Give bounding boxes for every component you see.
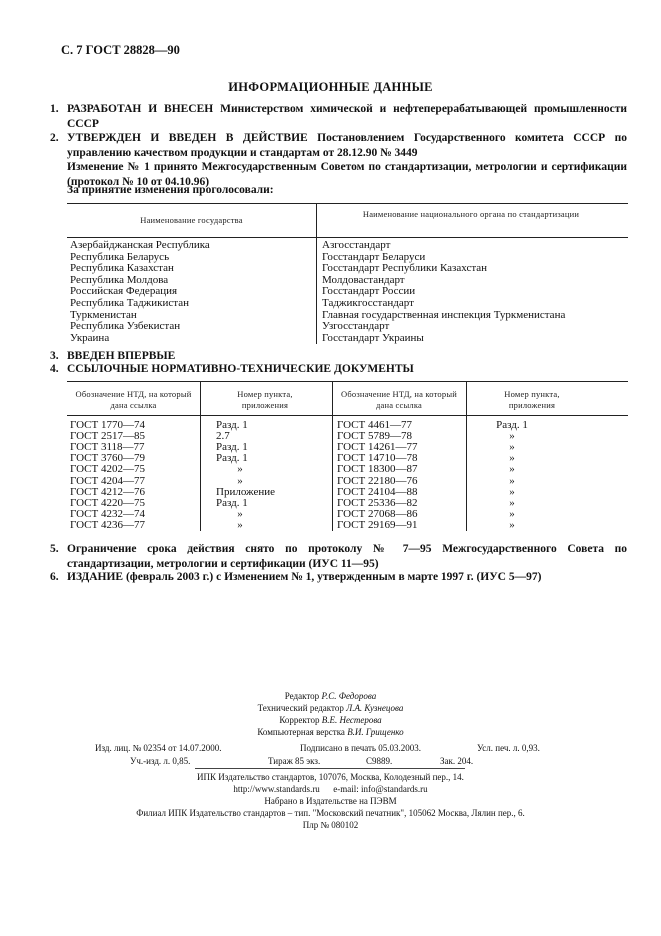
ref-doc-right: ГОСТ 22180—76: [337, 474, 418, 487]
state-name: Республика Таджикистан: [70, 297, 189, 309]
item-6: 6. ИЗДАНИЕ (февраль 2003 г.) с Изменением № 1, утвержденным в марте 1997 г. (ИУС 5—97): [50, 571, 542, 583]
state-name: Азербайджанская Республика: [70, 239, 210, 251]
ref-point-left: Разд. 1: [216, 452, 248, 465]
copies: Тираж 85 экз.: [268, 756, 321, 766]
standards-body: Азгосстандарт: [322, 239, 391, 251]
ref-doc-right: ГОСТ 25336—82: [337, 496, 418, 509]
ref-doc-left: ГОСТ 3118—77: [70, 441, 145, 454]
state-name: Украина: [70, 331, 110, 344]
order-no: Зак. 204.: [440, 756, 474, 766]
state-name: Республика Молдова: [70, 273, 169, 286]
state-name: Республика Казахстан: [70, 262, 174, 275]
item-1-text: РАЗРАБОТАН И ВНЕСЕН Министерством химической и нефтеперерабатывающей промышленности СССР: [67, 103, 627, 130]
ref-point-left: Разд. 1: [216, 496, 248, 509]
ref-point-left: »: [237, 463, 243, 476]
states-table-divider: [316, 203, 317, 344]
item-4: 4. ССЫЛОЧНЫЕ НОРМАТИВНО-ТЕХНИЧЕСКИЕ ДОКУМЕНТЫ: [50, 363, 414, 375]
ref-doc-left: ГОСТ 4220—75: [70, 496, 145, 509]
ref-point-left: Разд. 1: [216, 419, 248, 431]
ref-doc-right: ГОСТ 18300—87: [337, 463, 418, 476]
ref-point-left: 2.7: [216, 430, 230, 443]
refs-table-header-rule: [67, 415, 628, 416]
ref-doc-left: ГОСТ 4202—75: [70, 463, 145, 476]
item-1: 1. РАЗРАБОТАН И ВНЕСЕН Министерством химической и нефтеперерабатывающей промышленности СССР: [50, 103, 627, 130]
item-5: 5. Ограничение срока действия снято по протоколу № 7—95 Межгосударственного Совета по стандартизации, метрологии и сертификации (ИУС 11—95): [50, 543, 627, 570]
refs-header-1: Обозначение НТД, на который дана ссылка: [75, 389, 192, 410]
state-name: Республика Узбекистан: [70, 320, 181, 333]
ref-point-left: Приложение: [216, 485, 276, 498]
states-table-top-rule: [67, 203, 628, 204]
states-table-header-rule: [67, 237, 628, 238]
refs-divider-3: [466, 381, 467, 531]
ref-doc-right: ГОСТ 4461—77: [337, 419, 412, 431]
state-name: Российская Федерация: [70, 285, 178, 298]
ref-point-right: Разд. 1: [496, 419, 528, 431]
standards-body: Главная государственная инспекция Туркменистана: [322, 308, 566, 321]
standards-body: Молдовастандарт: [322, 273, 405, 286]
code: С9889.: [366, 756, 393, 766]
item-2-text: УТВЕРЖДЕН И ВВЕДЕН В ДЕЙСТВИЕ Постановлением Государственного комитета СССР по управлению качеством продукции и стандартам от 28.12.90 № 3449: [67, 132, 627, 159]
ref-doc-right: ГОСТ 29169—91: [337, 518, 418, 531]
pub-sheets: Уч.-изд. л. 0,85.: [130, 756, 191, 766]
ref-point-right: »: [509, 485, 515, 498]
ref-doc-right: ГОСТ 24104—88: [337, 485, 418, 498]
item-3: 3. ВВЕДЕН ВПЕРВЫЕ: [50, 350, 176, 362]
ref-point-right: »: [509, 463, 515, 476]
refs-divider-1: [200, 381, 201, 531]
ref-point-right: »: [509, 441, 515, 454]
standards-body: Госстандарт России: [322, 285, 416, 298]
ref-doc-left: ГОСТ 3760—79: [70, 452, 145, 465]
ref-doc-left: ГОСТ 1770—74: [70, 419, 145, 431]
print-sheets: Усл. печ. л. 0,93.: [477, 743, 540, 753]
imprint-rule: [195, 768, 465, 769]
refs-table-top-rule: [67, 381, 628, 382]
ref-point-right: »: [509, 496, 515, 509]
ref-doc-left: ГОСТ 4232—74: [70, 507, 145, 520]
standards-body: Госстандарт Республики Казахстан: [322, 262, 488, 275]
ref-doc-right: ГОСТ 27068—86: [337, 507, 418, 520]
ref-doc-left: ГОСТ 4204—77: [70, 474, 145, 487]
ref-doc-right: ГОСТ 14261—77: [337, 441, 418, 454]
ref-doc-left: ГОСТ 2517—85: [70, 430, 145, 443]
state-name: Туркменистан: [70, 308, 137, 321]
ref-doc-right: ГОСТ 5789—78: [337, 430, 412, 443]
state-name: Республика Беларусь: [70, 250, 170, 263]
section-title: ИНФОРМАЦИОННЫЕ ДАННЫЕ: [228, 80, 433, 94]
ref-point-right: »: [509, 430, 515, 443]
standards-body: Таджикгосстандарт: [322, 297, 414, 309]
imprint-credits: Редактор Р.С. Федорова Технический редактор Л.А. Кузнецова Корректор В.Е. Нестерова Компьютерная верстка В.И. Грищенко: [257, 691, 404, 737]
states-header-body: Наименование национального органа по стандартизации: [362, 209, 580, 219]
signed-date: Подписано в печать 05.03.2003.: [300, 743, 422, 753]
ref-point-right: »: [509, 474, 515, 487]
refs-header-2: Номер пункта, приложения: [237, 389, 293, 410]
license-no: Изд. лиц. № 02354 от 14.07.2000.: [95, 743, 222, 753]
states-header-state: Наименование государства: [140, 215, 243, 225]
ref-point-right: »: [509, 507, 515, 520]
refs-header-4: Номер пункта, приложения: [504, 389, 560, 410]
ref-point-left: »: [237, 474, 243, 487]
standards-body: Узгосстандарт: [322, 320, 390, 333]
imprint-publisher: ИПК Издательство стандартов, 107076, Москва, Колодезный пер., 14. http://www.standards.ru e-mail: info@standards.ru Набрано в Издательстве на ПЭВМ Филиал ИПК Издательство стандартов – тип. "Московский печатник", 105062 Москва, Лялин пер., 6. Плр № 080102: [136, 772, 525, 830]
standards-body: Госстандарт Украины: [322, 331, 424, 344]
ref-point-right: »: [509, 452, 515, 465]
refs-header-3: Обозначение НТД, на который дана ссылка: [341, 389, 457, 410]
ref-doc-right: ГОСТ 14710—78: [337, 452, 418, 465]
ref-point-right: »: [509, 518, 515, 531]
ref-point-left: »: [237, 507, 243, 520]
standards-body: Госстандарт Беларуси: [322, 250, 426, 263]
page-header: С. 7 ГОСТ 28828—90: [61, 43, 180, 57]
ref-point-left: »: [237, 518, 243, 531]
ref-doc-left: ГОСТ 4212—76: [70, 485, 145, 498]
amendment-text: Изменение № 1 принято Межгосударственным Советом по стандартизации, метрологии и сертификации (протокол № 10 от 04.10.96): [67, 161, 627, 188]
item-2: 2. УТВЕРЖДЕН И ВВЕДЕН В ДЕЙСТВИЕ Постановлением Государственного комитета СССР по управлению качеством продукции и стандартам от 28.12.90 № 3449: [50, 132, 627, 159]
ref-point-left: Разд. 1: [216, 441, 248, 454]
ref-doc-left: ГОСТ 4236—77: [70, 518, 145, 531]
voted-label: За принятие изменения проголосовали:: [67, 184, 274, 196]
